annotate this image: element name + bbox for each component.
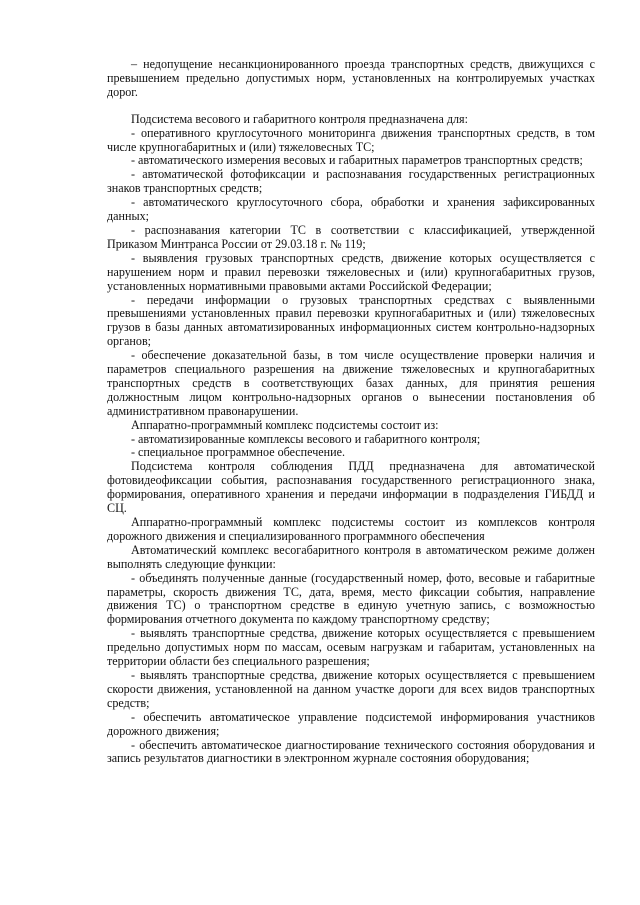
paragraph: – недопущение несанкционированного проезда транспортных средств, движущихся с превышением предельно допустимых норм, установленных на контролируемых участках дорог. — [107, 57, 595, 99]
paragraph: - передачи информации о грузовых транспортных средствах с выявленными превышениями установленных правил перевозки крупногабаритных и (или) тяжеловесных грузов в базы данных автоматизированных информационных систем контрольно-надзорных органов; — [107, 292, 595, 349]
paragraph: - автоматизированные комплексы весового и габаритного контроля; — [131, 431, 481, 446]
paragraph: - выявления грузовых транспортных средств, движение которых осуществляется с нарушением норм и правил перевозки тяжеловесных и (или) крупногабаритных грузов, установленных нормативными правовыми актами Российской Федерации; — [107, 250, 595, 293]
paragraph: - автоматического круглосуточного сбора, обработки и хранения зафиксированных данных; — [107, 195, 595, 224]
paragraph: Автоматический комплекс весогабаритного контроля в автоматическом режиме должен выполнять следующие функции: — [107, 542, 595, 571]
document-body — [107, 58, 595, 766]
paragraph: - автоматического измерения весовых и габаритных параметров транспортных средств; — [131, 153, 583, 168]
paragraph: - обеспечить автоматическое диагностирование технического состояния оборудования и запись результатов диагностики в электронном журнале состояния оборудования; — [107, 737, 595, 766]
paragraph: - специальное программное обеспечение. — [131, 445, 345, 460]
paragraph: - обеспечение доказательной базы, в том числе осуществление проверки наличия и параметров специального разрешения на движение тяжеловесных и крупногабаритных транспортных средств в соответствующих базах данных, для принятия решения должностным лицом контрольно-надзорных органов о вынесении постановления об административном правонарушении. — [107, 348, 595, 418]
paragraph: - обеспечить автоматическое управление подсистемой информирования участников дорожного движения; — [107, 709, 595, 738]
paragraph: Подсистема контроля соблюдения ПДД предназначена для автоматической фотовидеофиксации события, распознавания государственного регистрационного знака, формирования, оперативного хранения и передачи информации в подразделения ГИБДД и СЦ. — [107, 459, 595, 516]
paragraph-spacer — [107, 100, 595, 113]
paragraph: - распознавания категории ТС в соответствии с классификацией, утвержденной Приказом Минтранса России от 29.03.18 г. № 119; — [107, 222, 595, 251]
paragraph: Аппаратно-программный комплекс подсистемы состоит из комплексов контроля дорожного движения и специализированного программного обеспечения — [107, 515, 595, 543]
paragraph: - объединять полученные данные (государственный номер, фото, весовые и габаритные параметры, скорость движения ТС, дата, время, место фиксации события, направление движения ТС) о транспортном средстве в единую учетную запись, с возможностью формирования отчетного документа по каждому транспортному средству; — [107, 570, 595, 627]
paragraph: Подсистема весового и габаритного контроля предназначена для: — [131, 111, 468, 126]
paragraph: Аппаратно-программный комплекс подсистемы состоит из: — [131, 417, 439, 432]
paragraph: - оперативного круглосуточного мониторинга движения транспортных средств, в том числе крупногабаритных и (или) тяжеловесных ТС; — [107, 125, 595, 154]
paragraph: - автоматической фотофиксации и распознавания государственных регистрационных знаков транспортных средств; — [107, 167, 595, 196]
paragraph: - выявлять транспортные средства, движение которых осуществляется с превышением предельно допустимых норм по массам, осевым нагрузкам и габаритам, установленных на территории области без специального разрешения; — [107, 626, 595, 669]
paragraph: - выявлять транспортные средства, движение которых осуществляется с превышением скорости движения, установленной на данном участке дороги для всех видов транспортных средств; — [107, 667, 595, 710]
